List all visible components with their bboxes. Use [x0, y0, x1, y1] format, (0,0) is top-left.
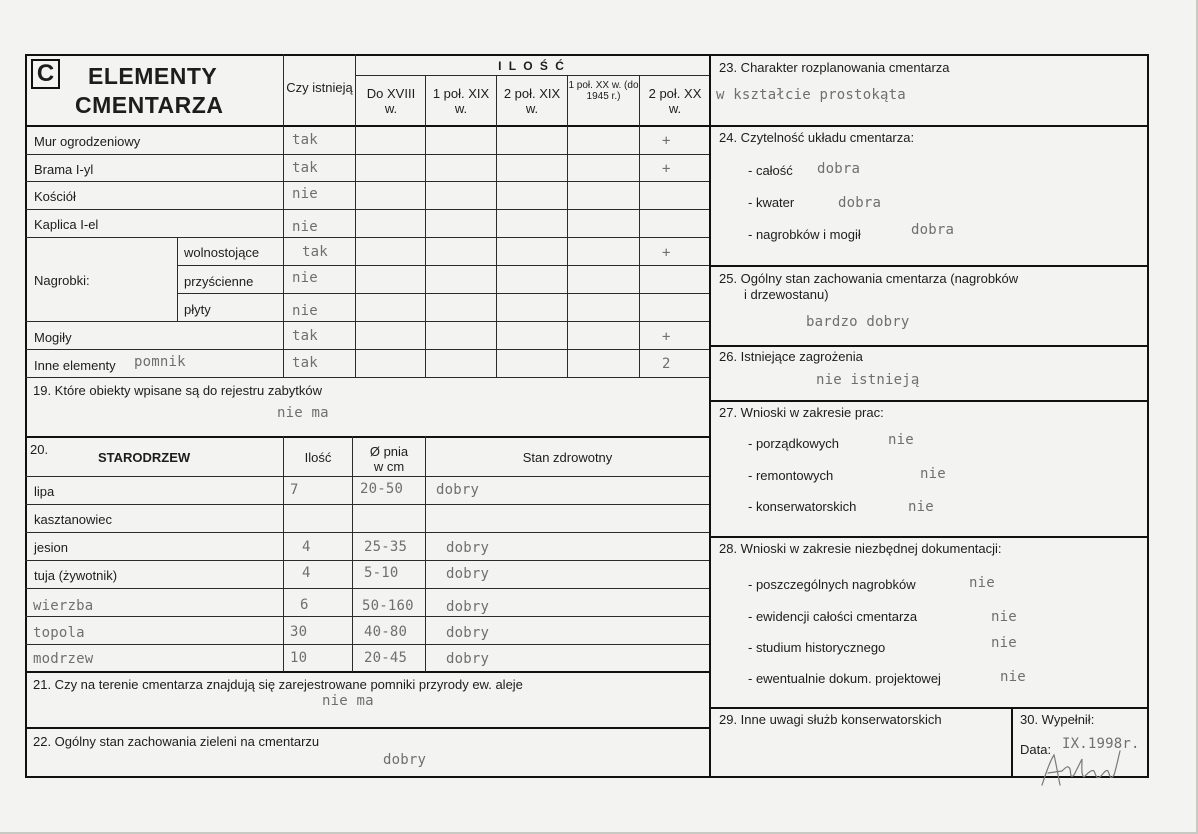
row-przys-label: przyścienne: [184, 274, 254, 289]
frame-top: [25, 54, 1149, 56]
q30-date-value: IX.1998r.: [1062, 736, 1140, 752]
tree-name: wierzba: [33, 598, 94, 614]
period-2-xix: 2 poł. XIX w.: [503, 86, 561, 116]
row-plyty-exists: nie: [292, 303, 318, 319]
row-mur-exists: tak: [292, 132, 318, 148]
row-nagrobki-label: Nagrobki:: [34, 273, 90, 288]
period-1-xx: 1 poł. XX w. (do 1945 r.): [568, 80, 639, 102]
q29-label: 29. Inne uwagi służb konserwatorskich: [719, 712, 942, 727]
q22-answer: dobry: [383, 752, 427, 768]
section-letter: C: [31, 59, 60, 89]
period-xviii: Do XVIII w.: [366, 86, 416, 116]
q28-item-value: nie: [991, 609, 1017, 625]
q27-item-value: nie: [888, 432, 914, 448]
trees-col-diam-1: Ø pnia: [369, 444, 409, 459]
row-kosciol-exists: nie: [292, 186, 318, 202]
q28-item-value: nie: [969, 575, 995, 591]
q23-label: 23. Charakter rozplanowania cmentarza: [719, 60, 950, 75]
frame-left: [25, 54, 27, 778]
tree-name: modrzew: [33, 651, 94, 667]
trees-title: STARODRZEW: [98, 450, 191, 465]
tree-name: jesion: [34, 540, 68, 555]
tree-diam: 50-160: [362, 598, 414, 614]
tree-diam: 20-45: [364, 650, 408, 666]
q27-item-value: nie: [920, 466, 946, 482]
q21-answer: nie ma: [322, 693, 374, 709]
frame-bottom: [25, 776, 1149, 778]
trees-col-qty: Ilość: [304, 450, 332, 465]
row-wolno-exists: tak: [302, 244, 328, 260]
tree-qty: 4: [302, 539, 311, 555]
q24-item-value: dobra: [911, 222, 955, 238]
tree-health: dobry: [446, 566, 490, 582]
tree-name: lipa: [34, 484, 55, 499]
q28-item-label: - studium historycznego: [748, 640, 886, 655]
q22-label: 22. Ogólny stan zachowania zieleni na cmentarzu: [33, 734, 320, 749]
q27-item-label: - remontowych: [748, 468, 834, 483]
row-mogily-label: Mogiły: [34, 330, 72, 345]
row-brama-label: Brama I-yl: [34, 162, 94, 177]
tree-diam: 20-50: [360, 481, 404, 497]
section-title-line2: CMENTARZA: [75, 92, 224, 118]
row-inne-q2xx: 2: [662, 356, 671, 372]
row-inne-exists: tak: [292, 355, 318, 371]
tree-health: dobry: [436, 482, 480, 498]
tree-diam: 5-10: [364, 565, 399, 581]
q26-label: 26. Istniejące zagrożenia: [719, 349, 863, 364]
tree-qty: 10: [290, 650, 308, 666]
q24-item-label: - całość: [748, 163, 793, 178]
row-kaplica-exists: nie: [292, 219, 318, 235]
frame-right: [1147, 54, 1149, 778]
q28-item-label: - ewidencji całości cmentarza: [748, 609, 918, 624]
tree-qty: 4: [302, 565, 311, 581]
tree-health: dobry: [446, 540, 490, 556]
row-przys-exists: nie: [292, 270, 318, 286]
row-kaplica-label: Kaplica I-el: [34, 217, 99, 232]
q25-answer: bardzo dobry: [806, 314, 910, 330]
tree-name: kasztanowiec: [34, 512, 113, 527]
row-mogily-exists: tak: [292, 328, 318, 344]
tree-health: dobry: [446, 625, 490, 641]
tree-diam: 25-35: [364, 539, 408, 555]
row-inne-label: Inne elementy: [34, 358, 116, 373]
q24-item-label: - nagrobków i mogił: [748, 227, 861, 242]
q27-item-label: - porządkowych: [748, 436, 840, 451]
tree-qty: 7: [290, 482, 299, 498]
q21-label: 21. Czy na terenie cmentarza znajdują się zarejestrowane pomniki przyrody ew. aleje: [33, 677, 523, 692]
trees-num: 20.: [30, 442, 49, 457]
q24-label: 24. Czytelność układu cmentarza:: [719, 130, 915, 145]
tree-health: dobry: [446, 651, 490, 667]
row-wolno-label: wolnostojące: [184, 245, 260, 260]
row-brama-exists: tak: [292, 160, 318, 176]
q23-answer: w kształcie prostokąta: [716, 87, 906, 103]
q19-answer: nie ma: [277, 405, 329, 421]
exists-column-header: Czy istnieją: [286, 80, 353, 95]
signature-drawing: [1036, 745, 1126, 795]
quantity-header: I L O Ś Ć: [498, 59, 566, 73]
q24-item-value: dobra: [838, 195, 882, 211]
q28-label: 28. Wnioski w zakresie niezbędnej dokumentacji:: [719, 541, 1002, 556]
q30-label: 30. Wypełnił:: [1020, 712, 1095, 727]
trees-col-diam-2: w cm: [373, 459, 405, 474]
row-mur-q2xx: +: [662, 133, 671, 149]
row-mur-label: Mur ogrodzeniowy: [34, 134, 141, 149]
row-brama-q2xx: +: [662, 161, 671, 177]
tree-qty: 30: [290, 624, 308, 640]
tree-name: topola: [33, 625, 85, 641]
q19-label: 19. Które obiekty wpisane są do rejestru zabytków: [33, 383, 323, 398]
q28-item-label: - poszczególnych nagrobków: [748, 577, 916, 592]
q25-label-1: 25. Ogólny stan zachowania cmentarza (nagrobków: [719, 271, 1019, 286]
row-kosciol-label: Kościół: [34, 189, 76, 204]
q30-date-label: Data:: [1020, 742, 1052, 757]
q27-item-value: nie: [908, 499, 934, 515]
period-1-xix: 1 poł. XIX w.: [432, 86, 490, 116]
section-title-line1: ELEMENTY: [88, 63, 218, 89]
q24-item-label: - kwater: [748, 195, 795, 210]
q28-item-label: - ewentualnie dokum. projektowej: [748, 671, 941, 686]
tree-name: tuja (żywotnik): [34, 568, 118, 583]
q28-item-value: nie: [1000, 669, 1026, 685]
q28-item-value: nie: [991, 635, 1017, 651]
frame-middle: [709, 54, 711, 778]
q24-item-value: dobra: [817, 161, 861, 177]
trees-col-health: Stan zdrowotny: [522, 450, 613, 465]
tree-diam: 40-80: [364, 624, 408, 640]
q25-label-2: i drzewostanu): [744, 287, 829, 302]
row-mogily-q2xx: +: [662, 329, 671, 345]
q27-label: 27. Wnioski w zakresie prac:: [719, 405, 884, 420]
row-wolno-q2xx: +: [662, 245, 671, 261]
q27-item-label: - konserwatorskich: [748, 499, 857, 514]
tree-health: dobry: [446, 599, 490, 615]
tree-qty: 6: [300, 597, 309, 613]
row-inne-value: pomnik: [134, 354, 186, 370]
period-2-xx: 2 poł. XX w.: [648, 86, 702, 116]
q26-answer: nie istnieją: [816, 372, 920, 388]
row-plyty-label: płyty: [184, 302, 211, 317]
